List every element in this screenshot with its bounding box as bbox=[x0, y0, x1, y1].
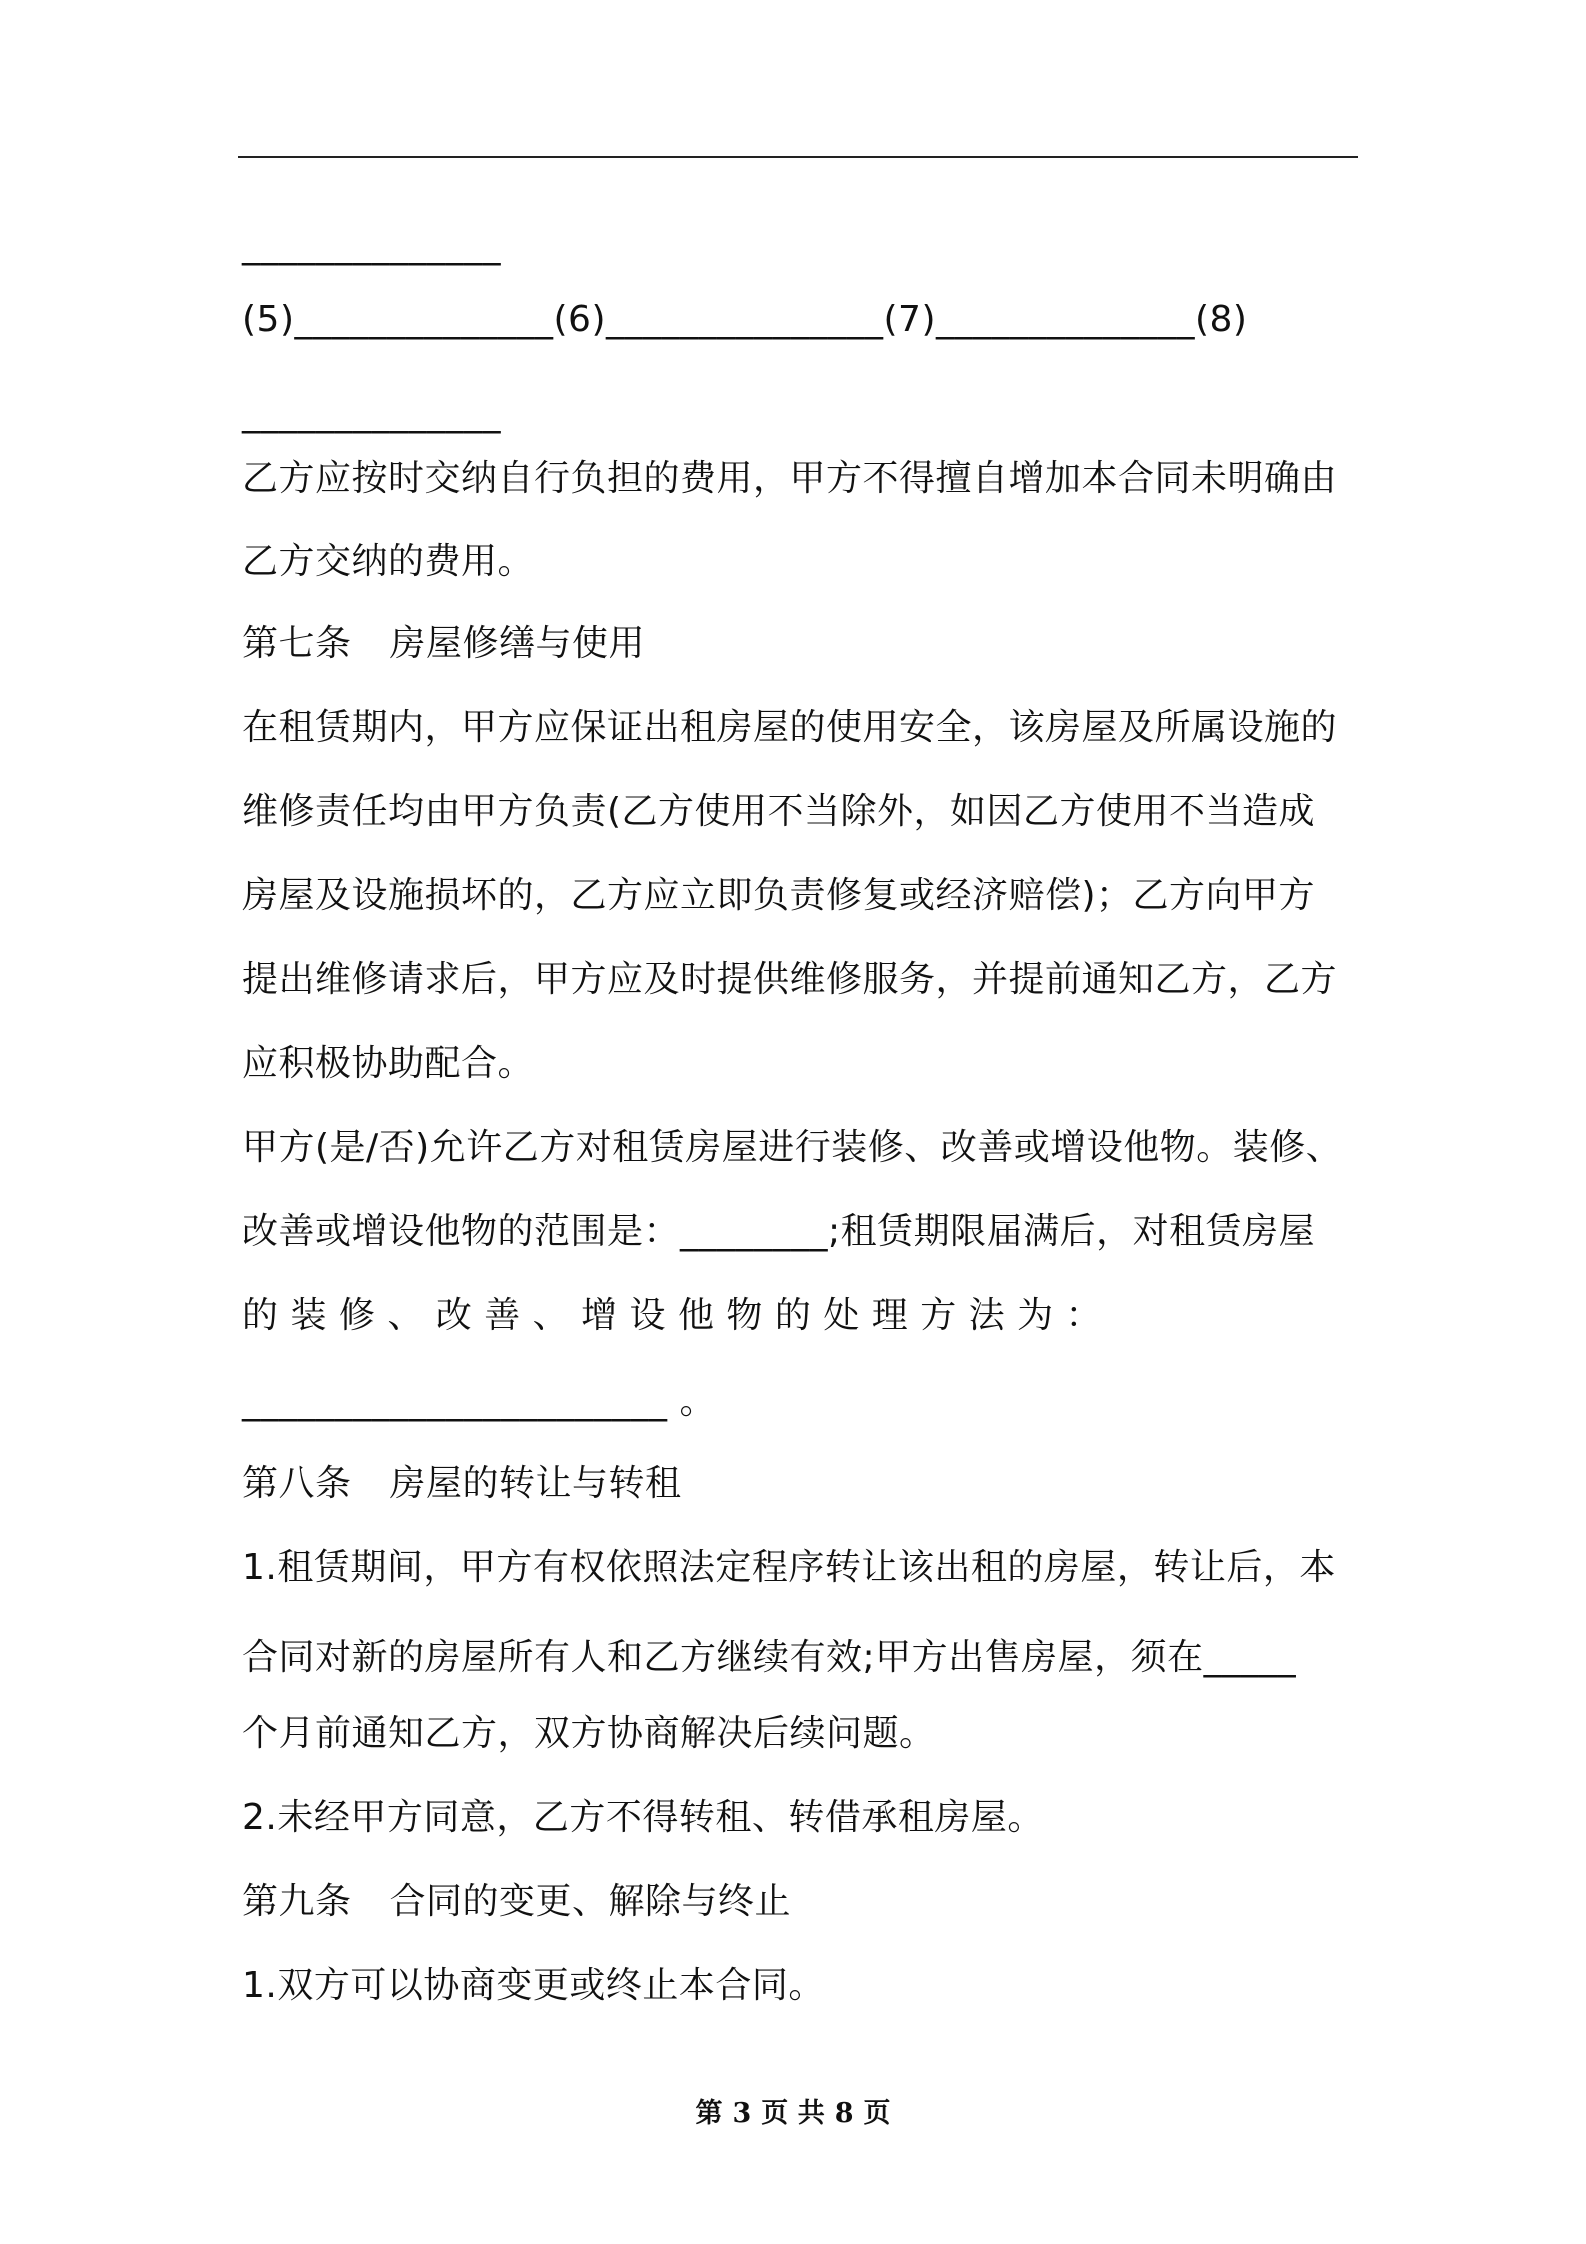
footer-middle: 页 共 bbox=[761, 2098, 825, 2129]
footer-prefix: 第 bbox=[695, 2098, 723, 2129]
paragraph-line: 应积极协助配合。 bbox=[242, 1043, 535, 1084]
section-number: 第八条 bbox=[242, 1463, 352, 1504]
blank-line: ______________ bbox=[242, 225, 501, 266]
section-title: 房屋的转让与转租 bbox=[389, 1463, 682, 1504]
numbered-blanks-line: (5)______________(6)_______________(7)______________(8) bbox=[242, 299, 1248, 340]
blank-line: ______________ bbox=[242, 393, 501, 434]
header-rule bbox=[238, 156, 1358, 158]
paragraph-line: 提出维修请求后，甲方应及时提供维修服务，并提前通知乙方，乙方 bbox=[242, 959, 1338, 1000]
paragraph-line: 1.双方可以协商变更或终止本合同。 bbox=[242, 1965, 825, 2006]
paragraph-line: 改善或增设他物的范围是：________;租赁期限届满后，对租赁房屋 bbox=[242, 1211, 1316, 1252]
paragraph-line: 甲方(是/否)允许乙方对租赁房屋进行装修、改善或增设他物。装修、 bbox=[242, 1127, 1343, 1168]
footer-suffix: 页 bbox=[863, 2098, 891, 2129]
blank-line: _______________________ 。 bbox=[242, 1381, 716, 1422]
paragraph-line: 合同对新的房屋所有人和乙方继续有效;甲方出售房屋，须在_____ bbox=[242, 1637, 1297, 1678]
section-heading-7 bbox=[242, 620, 1358, 668]
page-footer bbox=[0, 2096, 1586, 2132]
section-title: 合同的变更、解除与终止 bbox=[389, 1881, 792, 1922]
section-title: 房屋修缮与使用 bbox=[389, 623, 646, 664]
paragraph-line: 维修责任均由甲方负责(乙方使用不当除外，如因乙方使用不当造成 bbox=[242, 791, 1316, 832]
section-number: 第七条 bbox=[242, 623, 352, 664]
paragraph-line: 乙方交纳的费用。 bbox=[242, 541, 535, 582]
paragraph-line: 1.租赁期间，甲方有权依照法定程序转让该出租的房屋，转让后，本 bbox=[242, 1547, 1336, 1588]
paragraph-line: 在租赁期内，甲方应保证出租房屋的使用安全，该房屋及所属设施的 bbox=[242, 707, 1338, 748]
paragraph-line: 乙方应按时交纳自行负担的费用，甲方不得擅自增加本合同未明确由 bbox=[242, 458, 1338, 499]
footer-total-pages: 8 bbox=[834, 2098, 854, 2129]
section-number: 第九条 bbox=[242, 1881, 352, 1922]
footer-current-page: 3 bbox=[732, 2098, 752, 2129]
paragraph-line: 房屋及设施损坏的，乙方应立即负责修复或经济赔偿)；乙方向甲方 bbox=[242, 875, 1316, 916]
section-heading-9 bbox=[242, 1878, 1358, 1926]
spaced-paragraph-line: 的 装 修 、 改 善 、 增 设 他 物 的 处 理 方 法 为 ： bbox=[242, 1295, 1103, 1336]
paragraph-line: 2.未经甲方同意，乙方不得转租、转借承租房屋。 bbox=[242, 1797, 1044, 1838]
paragraph-line: 个月前通知乙方，双方协商解决后续问题。 bbox=[242, 1713, 936, 1754]
section-heading-8 bbox=[242, 1460, 1358, 1508]
